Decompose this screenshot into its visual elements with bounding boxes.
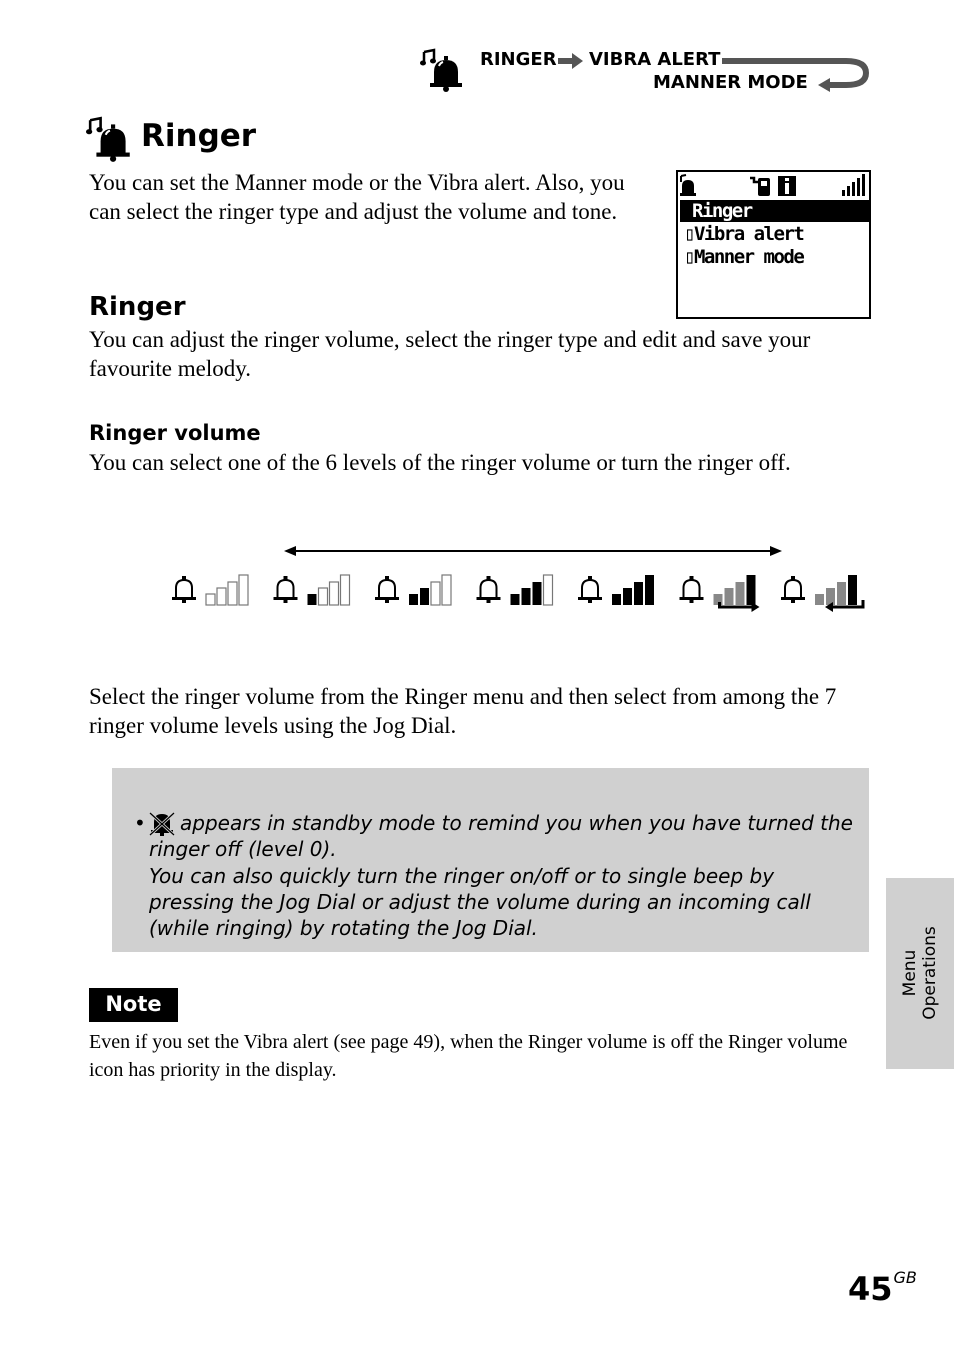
side-tab: [886, 878, 954, 1069]
phone-screen: [676, 170, 871, 319]
select-text: Select the ringer volume from the Ringer menu and then select from among the 7 ringer volume levels using the Jog Dial.: [89, 684, 837, 738]
bell-icon: [172, 576, 196, 603]
volume-level-4: [578, 575, 654, 605]
status-call-icon: [750, 178, 770, 196]
bell-icon: [477, 576, 501, 603]
volume-bar: [634, 582, 643, 605]
volume-bar: [442, 575, 451, 605]
volume-level-3: [477, 575, 553, 605]
volume-bar: [736, 582, 745, 605]
tip-line: ringer off (level 0).: [149, 837, 337, 861]
phone-menu-item-ringer: Ringer: [680, 200, 869, 222]
status-info-icon: [778, 176, 796, 196]
volume-bar: [206, 594, 215, 605]
volume-bar: [815, 594, 824, 605]
ringer-bell-icon: [420, 48, 468, 92]
tip-line: pressing the Jog Dial or adjust the volume during an incoming call: [149, 890, 811, 914]
bell-icon: [781, 576, 805, 603]
status-bell-icon: [680, 175, 696, 196]
volume-bar: [533, 582, 542, 605]
nav-item-ringer: RINGER: [480, 49, 557, 70]
side-tab-line: Operations: [920, 926, 940, 1020]
ringer-bell-icon: [86, 116, 136, 162]
bell-icon: [578, 576, 602, 603]
volume-level-6: [781, 575, 863, 612]
bell-icon: [274, 576, 298, 603]
volume-bar: [623, 588, 632, 605]
arrow-right-icon: [558, 52, 584, 70]
subsection-heading: Ringer volume: [89, 421, 261, 445]
side-tab-label: [900, 926, 940, 1019]
volume-bar: [217, 588, 226, 605]
note-text: Even if you set the Vibra alert (see page 49), when the Ringer volume is off the Ringer volume icon has priority in the display.: [89, 1031, 848, 1081]
volume-bar: [308, 594, 317, 605]
loop-arrow-icon: [716, 52, 874, 94]
page-title: Ringer: [141, 118, 257, 154]
volume-bar: [612, 594, 621, 605]
volume-bar: [848, 575, 857, 605]
side-tab-line: Menu: [900, 949, 920, 997]
volume-bar: [544, 575, 553, 605]
phone-menu-item-manner-mode: ▯Manner mode: [684, 246, 804, 268]
bell-icon: [375, 576, 399, 603]
page-number-value: 45: [848, 1270, 893, 1308]
volume-bar: [341, 575, 350, 605]
volume-level-2: [375, 575, 451, 605]
nav-item-manner-mode: MANNER MODE: [653, 72, 808, 93]
double-arrow-icon: [284, 543, 782, 559]
page-number-suffix: GB: [893, 1268, 917, 1287]
subsection-text: You can select one of the 6 levels of the ringer volume or turn the ringer off.: [89, 450, 791, 475]
volume-level-0: [172, 575, 248, 605]
return-arrow-icon: [831, 600, 863, 607]
tip-line: (while ringing) by rotating the Jog Dial.: [149, 916, 538, 940]
volume-bar: [228, 582, 237, 605]
phone-menu-item-vibra-alert: ▯Vibra alert: [684, 223, 804, 245]
nav-item-vibra-alert: VIBRA ALERT: [589, 49, 721, 70]
bell-icon: [680, 576, 704, 603]
volume-bar: [725, 588, 734, 605]
intro-text: You can set the Manner mode or the Vibra alert. Also, you can select the ringer type and adjust the volume and tone.: [89, 170, 625, 224]
volume-bar: [826, 588, 835, 605]
volume-bar: [645, 575, 654, 605]
volume-bar: [522, 588, 531, 605]
section-heading: Ringer: [89, 292, 186, 322]
status-signal-icon: [842, 174, 865, 196]
section-text: You can adjust the ringer volume, select the ringer type and edit and save your favourite melody.: [89, 327, 811, 381]
volume-levels: [168, 570, 868, 612]
volume-bar: [319, 588, 328, 605]
ringer-off-icon: [148, 811, 176, 837]
volume-bar: [420, 588, 429, 605]
volume-bar: [330, 582, 339, 605]
volume-bar: [431, 582, 440, 605]
volume-level-5: [680, 575, 760, 612]
volume-bar: [239, 575, 248, 605]
volume-bar: [837, 582, 846, 605]
volume-bar: [747, 575, 756, 605]
note-label: Note: [89, 988, 178, 1022]
volume-level-1: [274, 575, 350, 605]
phone-status-bar: [678, 172, 869, 200]
tip-bullet: •: [134, 811, 146, 835]
page-number: [848, 1270, 917, 1308]
volume-bar: [409, 594, 418, 605]
tip-line: You can also quickly turn the ringer on/off or to single beep by: [149, 864, 775, 888]
tip-line: appears in standby mode to remind you when you have turned the: [180, 811, 853, 835]
volume-bar: [511, 594, 520, 605]
